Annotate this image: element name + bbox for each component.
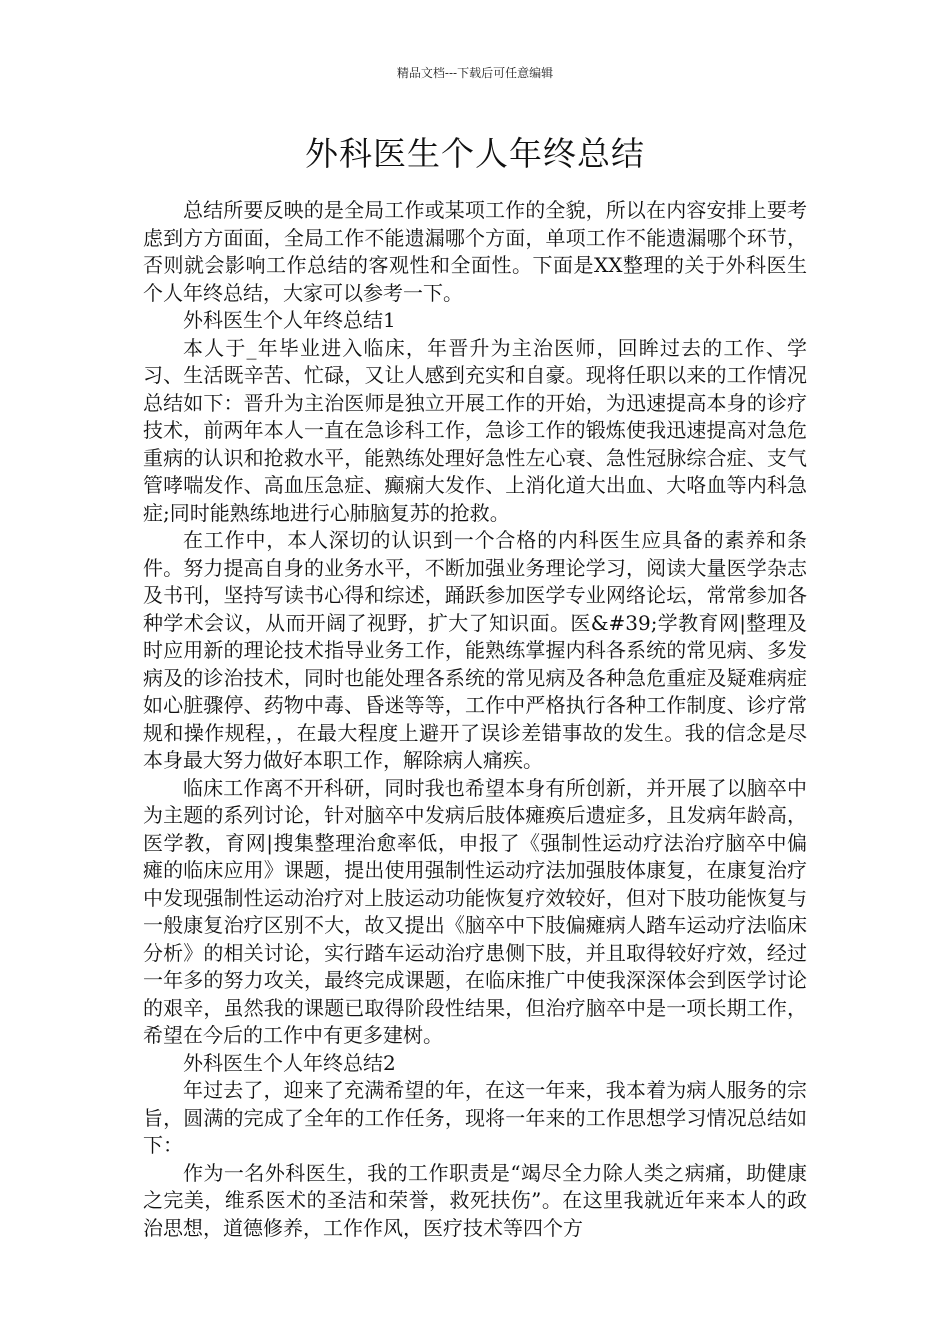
section-heading-2: 外科医生个人年终总结2 (183, 1050, 396, 1075)
paragraph: 临床工作离不开科研，同时我也希望本身有所创新，并开展了以脑卒中为主题的系列讨论，针对脑卒中发病后肢体瘫痪后遗症多，且发病年龄高，医学教，育网|搜集整理治愈率低，申报了《强制性运动疗法治疗脑卒中偏瘫的临床应用》课题，提出使用强制性运动疗法加强肢体康复，在康复治疗中发现强制性运动治疗对上肢运动功能恢复疗效较好，但对下肢功能恢复与一般康复治疗区别不大，故又提出《脑卒中下肢偏瘫病人踏车运动疗法临床分析》的相关讨论，实行踏车运动治疗患侧下肢，并且取得较好疗效，经过一年多的努力攻关，最终完成课题，在临床推广中使我深深体会到医学讨论的艰辛，虽然我的课题已取得阶段性结果，但治疗脑卒中是一项长期工作，希望在今后的工作中有更多建树。 (143, 775, 807, 1047)
document-title: 外科医生个人年终总结 (305, 134, 645, 173)
paragraph: 本人于_年毕业进入临床，年晋升为主治医师，回眸过去的工作、学习、生活既辛苦、忙碌，又让人感到充实和自豪。现将任职以来的工作情况总结如下：晋升为主治医师是独立开展工作的开始，为迅速提高本身的诊疗技术，前两年本人一直在急诊科工作，急诊工作的锻炼使我迅速提高对急危重病的认识和抢救水平，能熟练处理好急性左心衰、急性冠脉综合症、支气管哮喘发作、高血压急症、癫痫大发作、上消化道大出血、大咯血等内科急症;同时能熟练地进行心肺脑复苏的抢救。 (143, 335, 807, 525)
paragraph-intro: 总结所要反映的是全局工作或某项工作的全貌，所以在内容安排上要考虑到方方面面，全局工作不能遗漏哪个方面，单项工作不能遗漏哪个环节，否则就会影响工作总结的客观性和全面性。下面是XX整理的关于外科医生个人年终总结，大家可以参考一下。 (143, 198, 807, 305)
paragraph: 作为一名外科医生，我的工作职责是“竭尽全力除人类之病痛，助健康之完美，维系医术的圣洁和荣誉，救死扶伤”。在这里我就近年来本人的政治思想，道德修养，工作作风，医疗技术等四个方 (143, 1160, 807, 1240)
paragraph: 年过去了，迎来了充满希望的年，在这一年来，我本着为病人服务的宗旨，圆满的完成了全年的工作任务，现将一年来的工作思想学习情况总结如下： (143, 1078, 807, 1157)
header-note: 精品文档---下载后可任意编辑 (396, 66, 554, 80)
document-body (143, 197, 807, 1242)
paragraph: 在工作中，本人深切的认识到一个合格的内科医生应具备的素养和条件。努力提高自身的业务水平，不断加强业务理论学习，阅读大量医学杂志及书刊，坚持写读书心得和综述，踊跃参加医学专业网络论坛，常常参加各种学术会议，从而开阔了视野，扩大了知识面。医&#39;学教育网|整理及时应用新的理论技术指导业务工作，能熟练掌握内科各系统的常见病、多发病及的诊治技术，同时也能处理各系统的常见病及各种急危重症及疑难病症如心脏骤停、药物中毒、昏迷等等，工作中严格执行各种工作制度、诊疗常规和操作规程，，在最大程度上避开了误诊差错事故的发生。我的信念是尽本身最大努力做好本职工作，解除病人痛疾。 (143, 528, 807, 772)
section-heading-1: 外科医生个人年终总结1 (183, 308, 396, 332)
